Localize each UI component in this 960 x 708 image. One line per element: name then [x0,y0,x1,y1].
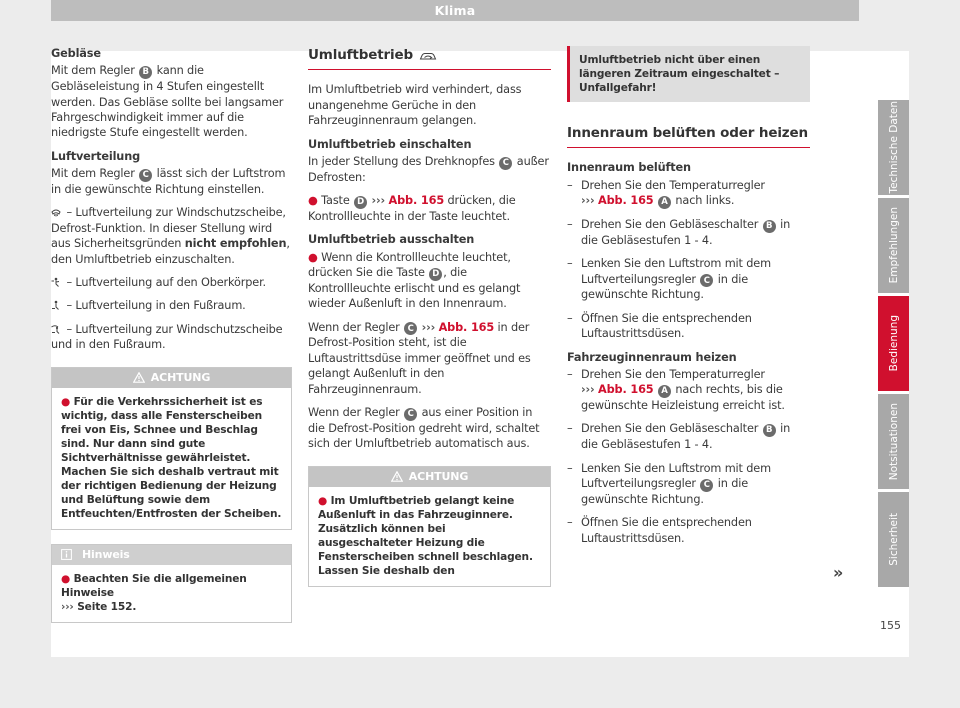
list-item: – Drehen Sie den Gebläseschalter B in die Gebläsestufen 1 - 4. [567,217,810,248]
umluft-aus-step: ● Wenn die Kontrollleuchte leuchtet, drücken Sie die Taste D , die Kontrollleuchte erlischt und es gelangt wieder Außenluft in den Innenraum. [308,250,521,311]
geblaese-text: Mit dem Regler B kann die Gebläseleistung in 4 Stufen eingestellt werden. Das Gebläse sollte bei langsamer Fahrgeschwindigkeit immer auf die niedrigste Stufe eingestellt werden. [51,64,284,140]
mode-footwell: – Luftverteilung in den Fußraum. [51,298,292,313]
list-item: – Drehen Sie den Gebläseschalter B in die Gebläsestufen 1 - 4. [567,421,810,452]
tab-technische-daten[interactable]: Technische Daten [878,100,909,195]
list-item: – Öffnen Sie die entsprechenden Luftaustrittsdüsen. [567,311,810,342]
control-badge-c: C [700,479,713,492]
umluft-ein-text: In jeder Stellung des Drehknopfes C außer Defrosten: [308,155,549,184]
mode-windshield-footwell: – Luftverteilung zur Windschutzscheibe und in den Fußraum. [51,322,283,352]
hinweis-body: ● Beachten Sie die allgemeinen Hinweise ››› Seite 152. [61,572,247,613]
belueften-steps [567,178,810,342]
header-title: Klima [434,3,476,18]
control-badge-c: C [404,408,417,421]
figure-reference-link[interactable]: Abb. 165 [438,320,495,334]
heizen-steps [567,367,810,546]
belueften-section-title: Innenraum belüften oder heizen [567,124,810,148]
control-badge-c: C [139,169,152,182]
umluft-intro: Im Umluftbetrieb wird verhindert, dass unangenehme Gerüche in den Fahrzeuginnenraum gelangen. [308,83,522,128]
achtung-header: ACHTUNG [52,368,291,388]
achtung-body: ● Im Umluftbetrieb gelangt keine Außenluft in das Fahrzeuginnere. Zusätzlich können bei ausgeschalteter Heizung die Fensterscheiben schnell beschlagen. Lassen Sie deshalb den [318,494,533,577]
achtung-body: ● Für die Verkehrssicherheit ist es wichtig, dass alle Fensterscheiben frei von Eis, Schnee und Beschlag sind. Nur dann sind gute Sichtverhältnisse gewährleistet. Machen Sie sich deshalb vertraut mit der richtigen Bedienung der Heizung und Belüftung sowie dem Entfeuchten/Entfrosten der Scheiben. [61,395,282,520]
warning-continuation: Umluftbetrieb nicht über einen längeren Zeitraum eingeschaltet – Unfallgefahr! [567,46,810,102]
achtung-box-1 [51,367,292,530]
airflow-windshield-footwell-icon [51,324,61,334]
page-number: 155 [880,619,901,632]
list-item: – Öffnen Sie die entsprechenden Luftaustrittsdüsen. [567,515,810,546]
list-item: – Lenken Sie den Luftstrom mit dem Luftverteilungsregler C in die gewünschte Richtung. [567,461,810,508]
tab-notsituationen[interactable]: Notsituationen [878,394,909,489]
warning-triangle-icon [133,372,145,383]
control-badge-d: D [354,196,367,209]
luftverteilung-heading: Luftverteilung [51,149,141,163]
figure-reference-link[interactable]: Abb. 165 [597,194,654,208]
umluft-ein-step: ● Taste D ››› Abb. 165 drücken, die Kontrollleuchte in der Taste leuchtet. [308,194,516,223]
belueften-heading: Innenraum belüften [567,161,691,175]
control-badge-b: B [139,66,152,79]
defrost-auto-off-note: Wenn der Regler C aus einer Position in die Defrost-Position gedreht wird, schaltet sich der Umluftbetrieb automatisch aus. [308,406,540,451]
luftverteilung-text: Mit dem Regler C lässt sich der Luftstrom in die gewünschte Richtung einstellen. [51,167,286,196]
column-1 [51,46,292,633]
hinweis-header: Hinweis [52,545,291,565]
chapter-tabs [878,100,909,590]
tab-bedienung[interactable]: Bedienung [878,296,909,391]
list-item: – Drehen Sie den Temperaturregler ››› Abb. 165 A nach links. [567,178,810,209]
control-badge-c: C [499,157,512,170]
control-badge-c: C [404,322,417,335]
umluft-ein-heading: Umluftbetrieb einschalten [308,137,472,151]
column-2 [308,46,551,597]
control-badge-b: B [763,220,776,233]
tab-empfehlungen[interactable]: Empfehlungen [878,198,909,293]
mode-upper-body: – Luftverteilung auf den Oberkörper. [51,275,292,290]
control-badge-c: C [700,274,713,287]
control-badge-b: B [763,424,776,437]
page-reference-link[interactable]: Seite 152 [77,600,133,613]
geblaese-heading: Gebläse [51,47,101,60]
windshield-defrost-icon [51,207,61,217]
page-header [51,0,859,21]
achtung-header: ACHTUNG [309,467,550,487]
umluft-aus-heading: Umluftbetrieb ausschalten [308,233,475,247]
warning-triangle-icon [391,471,403,482]
airflow-upper-body-icon [51,277,61,287]
achtung-box-2 [308,466,551,587]
recirculation-car-icon [419,51,437,61]
defrost-note: Wenn der Regler C ››› Abb. 165 in der Defrost-Position steht, ist die Luftaustrittsdüse immer geöffnet und es gelangt Außenluft in den Fahrzeuginnenraum. [308,320,531,396]
heizen-heading: Fahrzeuginnenraum heizen [567,350,737,364]
list-item: – Lenken Sie den Luftstrom mit dem Luftverteilungsregler C in die gewünschte Richtung. [567,256,810,303]
list-item: – Drehen Sie den Temperaturregler ››› Abb. 165 A nach rechts, bis die gewünschte Heizleistung erreicht ist. [567,367,810,414]
figure-reference-link[interactable]: Abb. 165 [388,194,445,208]
tab-sicherheit[interactable]: Sicherheit [878,492,909,587]
control-badge-d: D [429,268,442,281]
info-icon [61,549,72,560]
control-badge-a: A [658,385,671,398]
control-badge-a: A [658,196,671,209]
continue-arrow-icon: » [833,563,844,582]
column-3 [567,46,810,554]
hinweis-box [51,544,292,623]
umluft-section-title: Umluftbetrieb [308,46,551,70]
figure-reference-link[interactable]: Abb. 165 [597,383,654,397]
mode-defrost: – Luftverteilung zur Windschutzscheibe, Defrost-Funktion. In dieser Stellung wird aus Sicherheitsgründen nicht empfohlen, den Umluftbetrieb einzuschalten. [51,206,290,266]
airflow-footwell-icon [51,300,61,310]
